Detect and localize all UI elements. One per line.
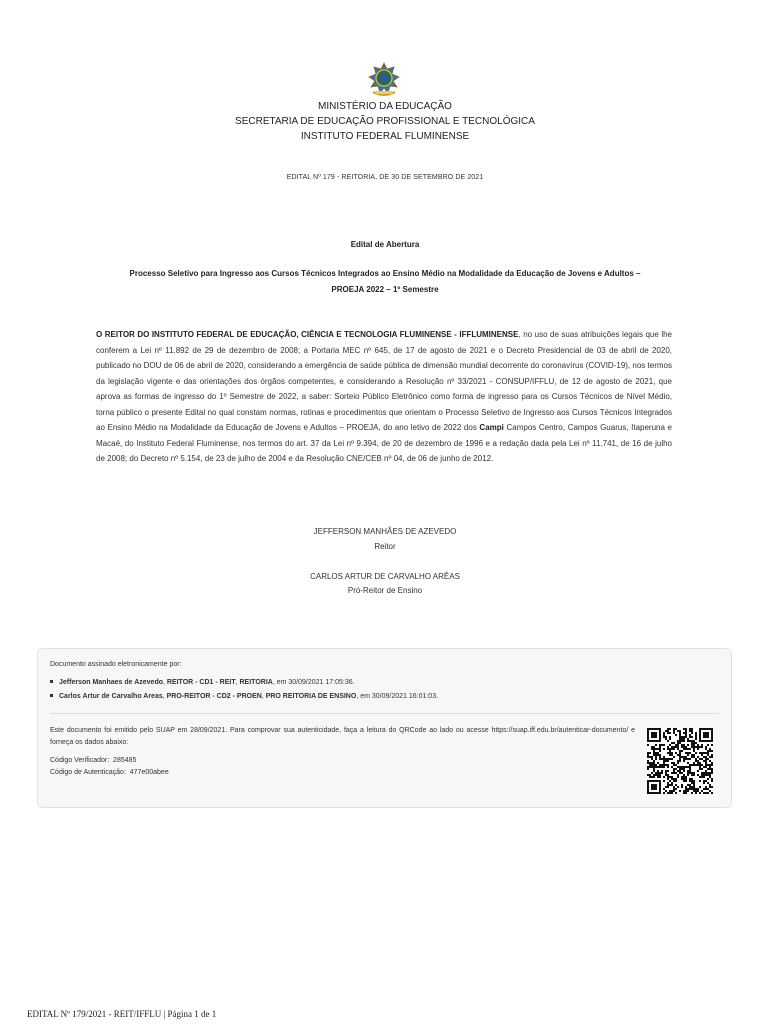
body-part-1: , no uso de suas atribuições legais que lhe conferem a Lei nº 11.892 de 29 de dezembro de 2008; a Portaria MEC nº 645, de 17 de agosto de 2021 e o Decreto Presidencial de 03 de abril de 2020, publicado no DOU de 06 de abril de 2020, considerando a emergência de saúde pública de dimensão mundial decorrente do coronavírus (COVID-19), nos termos da legislação vigente e das orientações dos órgãos competentes, e considerando a Resolução nº 33/2021 - CONSUP/IFFLU, de 12 de agosto de 2021, que aprova as formas de ingresso do 1º Semestre de 2022, a saber: Sorteio Público Eletrônico como forma de ingresso para os Cursos Técnicos de Nível Médio, torna público o presente Edital no qual constam normas, rotinas e procedimentos que orientam o Processo Seletivo de Ingresso aos Cursos Técnicos Integrados ao Ensino Médio na Modalidade da Educação de Jovens e Adultos – PROEJA, do ano letivo de 2022 dos: [96, 330, 672, 432]
verifier-row: [50, 755, 169, 767]
electronic-signature-box: [37, 648, 732, 808]
brazil-coat-of-arms-icon: [367, 62, 401, 98]
signer-list: [50, 676, 720, 704]
list-item: Jefferson Manhaes de Azevedo, REITOR - CD1 - REIT, REITORIA, em 30/09/2021 17:05:36.: [50, 676, 720, 690]
qr-code-icon[interactable]: [647, 728, 713, 794]
body-lead: O REITOR DO INSTITUTO FEDERAL DE EDUCAÇÃO, CIÊNCIA E TECNOLOGIA FLUMINENSE - IFFLUMINENSE: [96, 330, 519, 339]
bullet-icon: [50, 694, 53, 697]
body-paragraph: [96, 327, 672, 467]
body-part-2: Campos Centro, Campos Guarus, Itaperuna e Macaé, do Instituto Federal Fluminense, nos termos do art. 37 da Lei nº 9.394, de 20 de dezembro de 1996 e a redação dada pela Lei nº 11.741, de 16 de julho de 2008; do Decreto nº 5.154, de 23 de julho de 2004 e da Resolução CNE/CEB nº 04, de 06 de junho de 2012.: [96, 423, 672, 463]
body-campi: Campi: [479, 423, 504, 432]
verification-codes: [50, 755, 169, 779]
ministry-heading: MINISTÉRIO DA EDUCAÇÃO: [318, 101, 452, 112]
institute-heading: INSTITUTO FEDERAL FLUMINENSE: [300, 131, 470, 142]
auth-row: [50, 767, 169, 779]
auth-code: 477e00abee: [129, 769, 169, 776]
document-subject: [90, 266, 680, 298]
signer-name: Carlos Artur de Carvalho Areas: [59, 693, 163, 700]
signer-date: , em 30/09/2021 16:01:03.: [356, 693, 439, 700]
signer-unit: PRO REITORIA DE ENSINO: [265, 693, 357, 700]
secretary-heading: SECRETARIA DE EDUCAÇÃO PROFISSIONAL E TECNOLÓGICA: [235, 116, 535, 127]
subject-line-2: PROEJA 2022 – 1º Semestre: [331, 285, 439, 294]
signature-name-1: JEFFERSON MANHÃES DE AZEVEDO: [313, 527, 457, 536]
list-item: Carlos Artur de Carvalho Areas, PRO-REITOR - CD2 - PROEN, PRO REITORIA DE ENSINO, em 30/09/2021 16:01:03.: [50, 690, 720, 704]
signer-unit: REITORIA: [239, 679, 273, 686]
signer-role: PRO-REITOR - CD2 - PROEN: [166, 693, 262, 700]
signer-role: REITOR - CD1 - REIT: [166, 679, 236, 686]
edital-number: EDITAL Nº 179 - REITORIA, DE 30 DE SETEMBRO DE 2021: [286, 174, 484, 181]
bullet-icon: [50, 680, 53, 683]
divider: [50, 713, 719, 714]
signer-date: , em 30/09/2021 17:05:36.: [272, 679, 355, 686]
subject-line-1: Processo Seletivo para Ingresso aos Cursos Técnicos Integrados ao Ensino Médio na Modalidade da Educação de Jovens e Adultos –: [129, 269, 641, 278]
verifier-code: 285485: [113, 757, 137, 764]
signed-label: Documento assinado eletronicamente por:: [50, 661, 182, 668]
signature-name-2: CARLOS ARTUR DE CARVALHO ARÊAS: [310, 572, 460, 581]
signer-name: Jefferson Manhaes de Azevedo: [59, 679, 163, 686]
page-footer: EDITAL Nº 179/2021 - REIT/IFFLU | Página 1 de 1: [27, 1009, 217, 1019]
verifier-label: Código Verificador:: [50, 757, 110, 764]
auth-label: Código de Autenticação:: [50, 769, 126, 776]
authenticity-info: Este documento foi emitido pelo SUAP em 28/09/2021. Para comprovar sua autenticidade, faça a leitura do QRCode ao lado ou acesse https://suap.iff.edu.br/autenticar-documento/ e forneça os dados abaixo:: [50, 727, 635, 746]
signature-role-1: Reitor: [374, 542, 396, 551]
document-title: Edital de Abertura: [350, 240, 420, 249]
signature-role-2: Pró-Reitor de Ensino: [347, 586, 423, 595]
